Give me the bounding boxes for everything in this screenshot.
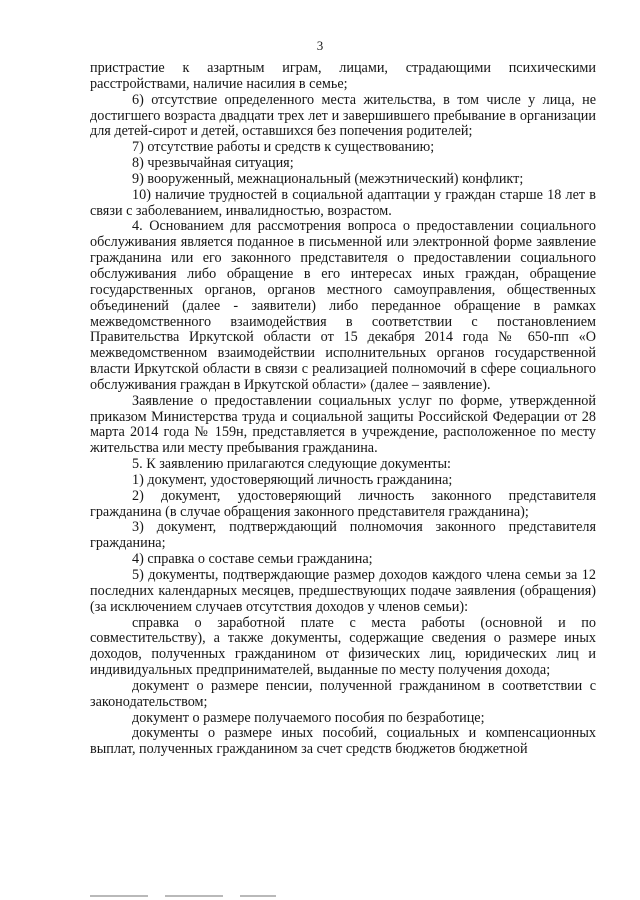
paragraph: 3) документ, подтверждающий полномочия законного представителя гражданина; <box>90 519 596 552</box>
paragraph: 5. К заявлению прилагаются следующие документы: <box>132 456 451 473</box>
paragraph: 6) отсутствие определенного места жительства, в том числе у лица, не достигшего возраста двадцати трех лет и завершившего пребывание в организации для детей-сирот и детей, оставшихся без попечения родителей; <box>90 91 596 140</box>
paragraph: 4. Основанием для рассмотрения вопроса о предоставлении социального обслуживания является поданное в письменной или электронной форме заявление гражданина или его законного представителя о предоставлении социального обслуживания либо обращение в его интересах иных граждан, обращение государственных органов, органов местного самоуправления, общественных объединений (далее - заявители) либо переданное обращение в рамках межведомственного взаимодействия в соответствии с постановлением Правительства Иркутской области от 15 декабря 2014 года № 650-пп «О межведомственном взаимодействии исполнительных органов государственной власти Иркутской области в связи с реализацией полномочий в сфере социального обслуживания граждан в Иркутской области» (далее – заявление). <box>90 218 596 393</box>
paragraph: 10) наличие трудностей в социальной адаптации у граждан старше 18 лет в связи с заболеванием, инвалидностью, возрастом. <box>90 186 596 219</box>
paragraph: 4) справка о составе семьи гражданина; <box>132 551 373 568</box>
paragraph: Заявление о предоставлении социальных услуг по форме, утвержденной приказом Министерства труда и социальной защиты Российской Федерации от 28 марта 2014 года № 159н, представляется в учреждение, расположенное по месту жительства или месту пребывания гражданина. <box>90 392 596 457</box>
paragraph: справка о заработной плате с места работы (основной и по совместительству), а также документы, содержащие сведения о размере иных доходов, полученных гражданином от физических лиц, юридических лиц и индивидуальных предпринимателей, выданные по месту получения дохода; <box>90 614 596 679</box>
scan-mark <box>165 895 223 897</box>
page-number: 3 <box>316 38 324 53</box>
paragraph: документы о размере иных пособий, социальных и компенсационных выплат, полученных гражданином за счет средств бюджетов бюджетной <box>90 725 596 758</box>
paragraph: документ о размере пенсии, полученной гражданином в соответствии с законодательством; <box>90 677 596 710</box>
paragraph: 7) отсутствие работы и средств к существованию; <box>132 139 435 156</box>
scan-mark <box>240 895 276 897</box>
paragraph: документ о размере получаемого пособия по безработице; <box>132 709 485 726</box>
paragraph: 8) чрезвычайная ситуация; <box>132 155 294 172</box>
scan-mark <box>90 895 148 897</box>
document-body <box>90 61 596 758</box>
paragraph: пристрастие к азартным играм, лицами, страдающими психическими расстройствами, наличие насилия в семье; <box>90 60 596 92</box>
paragraph: 9) вооруженный, межнациональный (межэтнический) конфликт; <box>132 170 524 187</box>
paragraph: 5) документы, подтверждающие размер доходов каждого члена семьи за 12 последних календарных месяцев, предшествующих подаче заявления (обращения) (за исключением случаев отсутствия доходов у членов семьи): <box>90 567 596 615</box>
paragraph: 2) документ, удостоверяющий личность законного представителя гражданина (в случае обращения законного представителя гражданина); <box>90 487 596 520</box>
paragraph: 1) документ, удостоверяющий личность гражданина; <box>132 471 453 488</box>
